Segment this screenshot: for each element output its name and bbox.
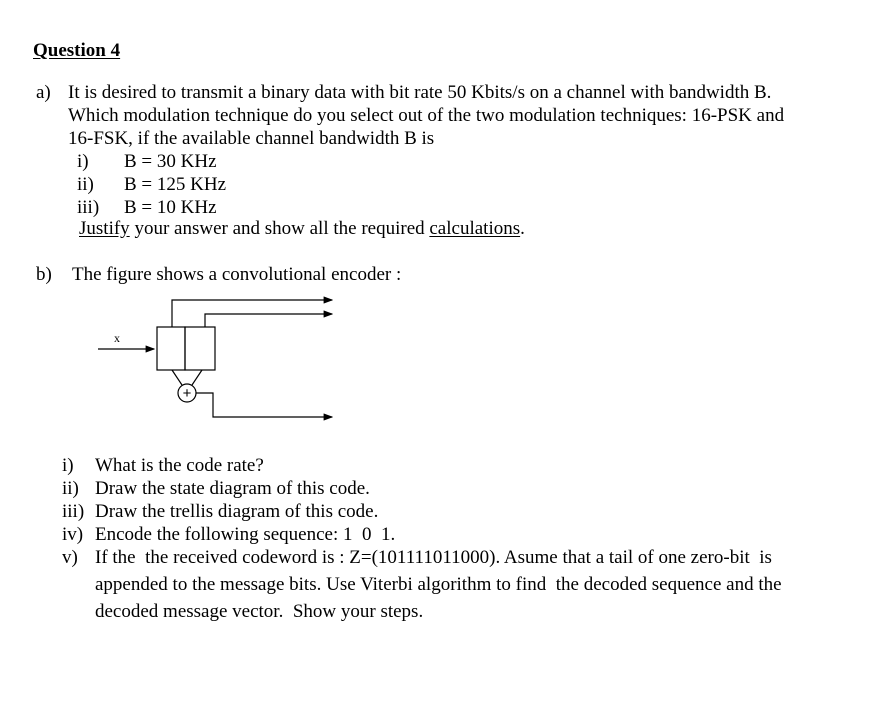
question-title: Question 4 [33, 40, 121, 61]
item-i-text: What is the code rate? [95, 455, 264, 476]
item-iii-num: iii) [62, 501, 85, 522]
justify-end: . [520, 218, 525, 239]
part-a-label: a) [36, 82, 51, 103]
adder-symbol: + [182, 385, 192, 402]
item-v-cont-2: decoded message vector. Show your steps. [95, 601, 424, 622]
item-ii-text: Draw the state diagram of this code. [95, 478, 370, 499]
item-iv-text: Encode the following sequence: 1 0 1. [95, 524, 396, 545]
tap-line-2 [192, 370, 202, 385]
part-a-line-2: Which modulation technique do you select out of the two modulation techniques: 16-PSK and [68, 105, 785, 126]
item-v-text: If the the received codeword is : Z=(101111011000). Asume that a tail of one zero-bit is [95, 547, 772, 568]
option-iii-text: B = 10 KHz [124, 197, 217, 218]
item-v-num: v) [62, 547, 78, 568]
part-a-line-3: 16-FSK, if the available channel bandwidth B is [68, 128, 435, 149]
item-v-cont-1: appended to the message bits. Use Viterbi algorithm to find the decoded sequence and the [95, 574, 782, 595]
output-3-line [196, 393, 332, 417]
item-iii-text: Draw the trellis diagram of this code. [95, 501, 379, 522]
option-i-text: B = 30 KHz [124, 151, 217, 172]
option-ii-num: ii) [77, 174, 94, 195]
part-b-intro: The figure shows a convolutional encoder : [72, 264, 402, 285]
item-i-num: i) [62, 455, 74, 476]
part-a-line-1: It is desired to transmit a binary data with bit rate 50 Kbits/s on a channel with bandwidth B. [68, 82, 772, 103]
justify-word: Justify [79, 218, 130, 239]
calculations-word: calculations [429, 218, 521, 239]
part-b-label: b) [36, 264, 52, 285]
shift-register-cell-1 [157, 327, 185, 370]
tap-line-1 [172, 370, 182, 385]
justify-middle: your answer and show all the required [129, 218, 430, 239]
item-ii-num: ii) [62, 478, 79, 499]
option-ii-text: B = 125 KHz [124, 174, 227, 195]
option-i-num: i) [77, 151, 89, 172]
item-iv-num: iv) [62, 524, 84, 545]
shift-register-cell-2 [185, 327, 215, 370]
input-label: x [114, 331, 120, 345]
option-iii-num: iii) [77, 197, 100, 218]
output-2-line [205, 314, 332, 327]
